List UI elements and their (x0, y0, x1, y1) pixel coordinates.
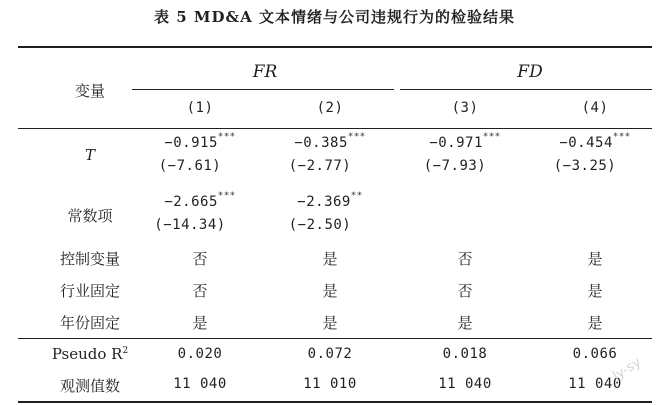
control-value-1: 否 (192, 250, 208, 268)
r2-value-2: 0.072 (307, 346, 353, 362)
top-rule (18, 46, 652, 48)
bottom-rule (18, 401, 652, 403)
stats-rule (18, 338, 652, 339)
const-coef-1: −2.665*** (164, 191, 236, 210)
row-label-header: 变量 (74, 82, 105, 100)
obs-value-4: 11 040 (568, 376, 622, 392)
r2-value-1: 0.020 (177, 346, 223, 362)
table-caption: 表 5 MD&A 文本情绪与公司违规行为的检验结果 (154, 8, 515, 26)
t-coef-4: −0.454*** (559, 132, 631, 151)
year-value-3: 是 (457, 314, 473, 332)
obs-value-3: 11 040 (438, 376, 492, 392)
row-label-industry: 行业固定 (59, 282, 120, 300)
t-tstat-1: (−7.61) (158, 158, 222, 174)
group-header-fd: FD (517, 62, 543, 82)
t-coef-2: −0.385*** (294, 132, 366, 151)
fr-group-rule (132, 89, 394, 90)
column-header-1: (1) (186, 100, 214, 116)
row-label-t: T (84, 146, 95, 164)
industry-value-1: 否 (192, 282, 208, 300)
row-label-observations: 观测值数 (59, 377, 120, 395)
year-value-4: 是 (587, 314, 603, 332)
row-label-year: 年份固定 (59, 314, 120, 332)
column-header-4: (4) (581, 100, 609, 116)
r2-value-4: 0.066 (572, 346, 618, 362)
year-value-1: 是 (192, 314, 208, 332)
fd-group-rule (400, 89, 652, 90)
control-value-2: 是 (322, 250, 338, 268)
t-tstat-3: (−7.93) (423, 158, 487, 174)
year-value-2: 是 (322, 314, 338, 332)
obs-value-1: 11 040 (173, 376, 227, 392)
group-header-fr: FR (252, 62, 278, 82)
watermark: ly-sy (610, 355, 644, 384)
row-label-pseudo-r2: Pseudo $R^2$ (51, 345, 129, 363)
row-label-constant: 常数项 (67, 207, 113, 225)
industry-value-4: 是 (587, 282, 603, 300)
t-tstat-2: (−2.77) (288, 158, 352, 174)
industry-value-3: 否 (457, 282, 473, 300)
control-value-4: 是 (587, 250, 603, 268)
obs-value-2: 11 010 (303, 376, 357, 392)
control-value-3: 否 (457, 250, 473, 268)
r2-value-3: 0.018 (442, 346, 488, 362)
industry-value-2: 是 (322, 282, 338, 300)
row-label-control: 控制变量 (59, 250, 120, 268)
const-tstat-1: (−14.34) (154, 217, 226, 233)
const-coef-2: −2.369** (297, 191, 363, 210)
column-header-2: (2) (316, 100, 344, 116)
const-tstat-2: (−2.50) (288, 217, 352, 233)
t-coef-1: −0.915*** (164, 132, 236, 151)
t-coef-3: −0.971*** (429, 132, 501, 151)
t-tstat-4: (−3.25) (553, 158, 617, 174)
header-rule (18, 128, 652, 129)
column-header-3: (3) (451, 100, 479, 116)
